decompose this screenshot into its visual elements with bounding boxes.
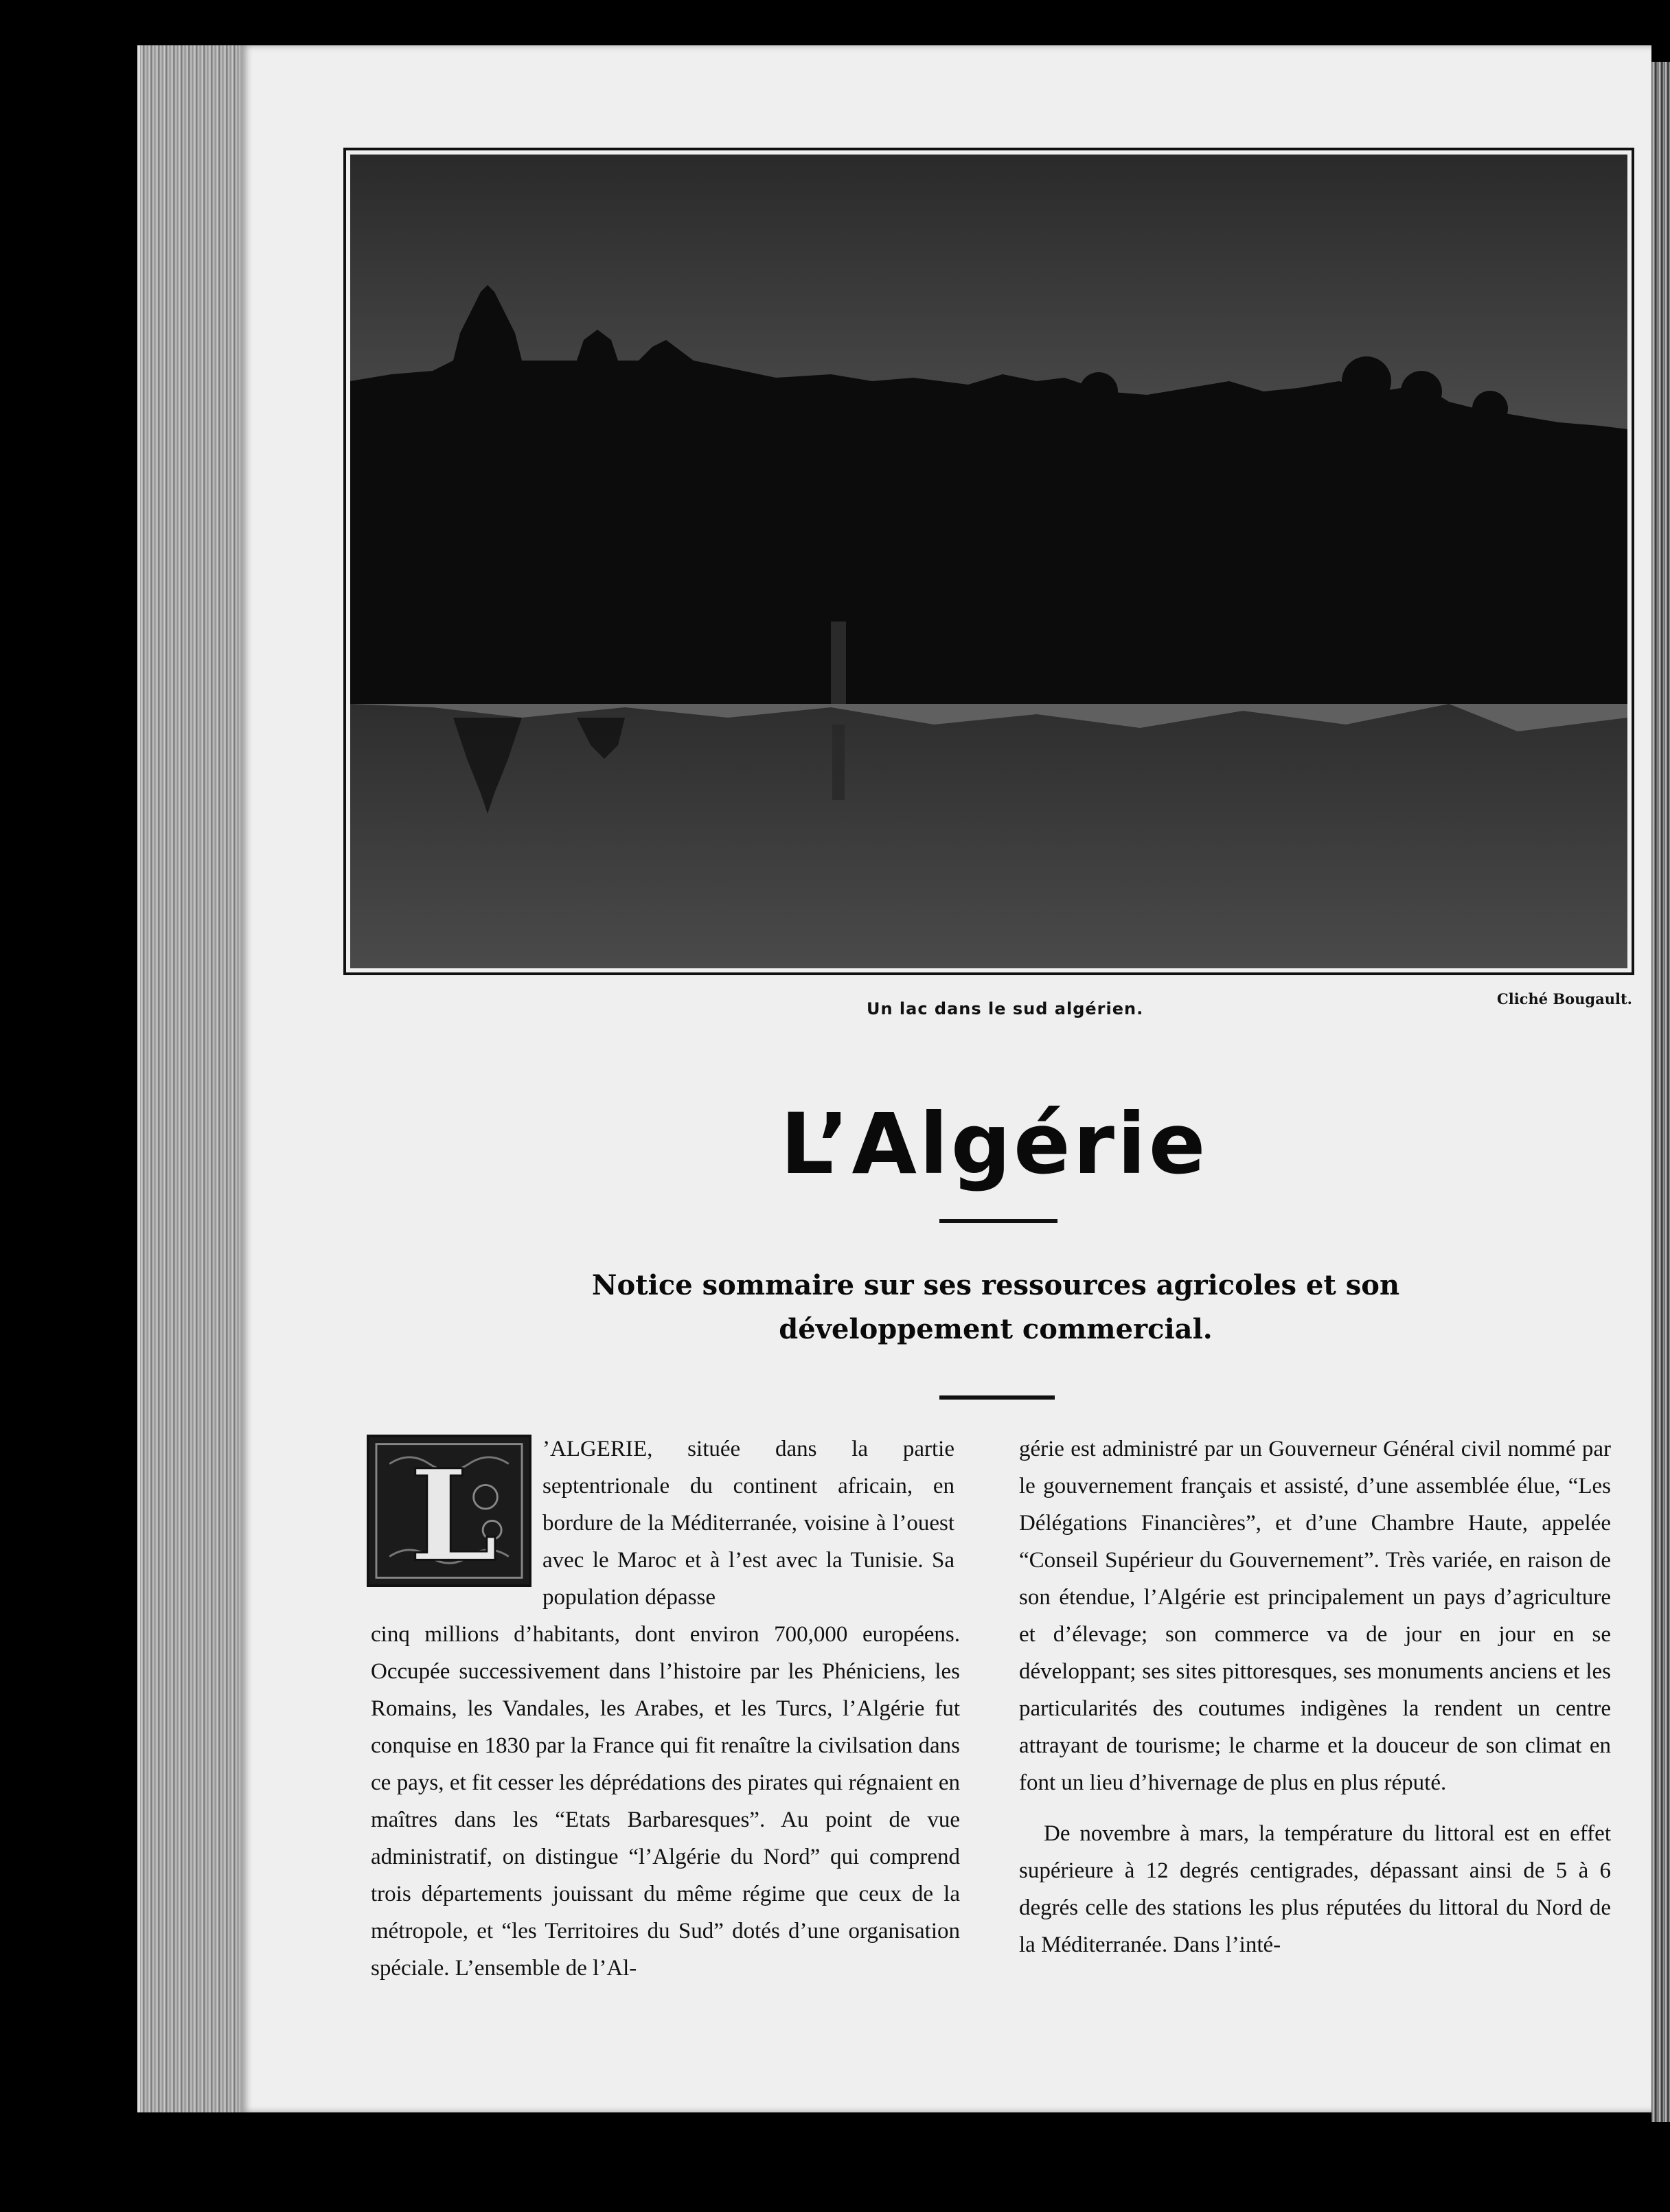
column-1-opening-text: ’ALGERIE, située dans la partie septentrionale du continent africain, en bordure de la Méditerranée, voisine à l’ouest avec le Maroc et à l’est avec la Tunisie. Sa population dépasse xyxy=(542,1437,954,1610)
title-divider xyxy=(939,1219,1057,1223)
column-2 xyxy=(1019,1430,1611,1963)
dropcap-ornament-icon xyxy=(369,1437,529,1584)
dropcap-letter: L xyxy=(409,1442,498,1584)
lake-scene-image xyxy=(350,155,1627,968)
right-page-edge xyxy=(1651,62,1670,2122)
ornamental-dropcap xyxy=(367,1435,531,1587)
column-2-paragraph-2: De novembre à mars, la température du littoral est en effet supérieure à 12 degrés centigrades, dépassant ainsi de 5 à 6 degrés celle des stations les plus réputées du littoral du Nord de la Méditerranée. Dans l’inté- xyxy=(1019,1821,1611,1957)
subtitle-line-1: Notice sommaire sur ses ressources agricoles et son xyxy=(591,1269,1400,1301)
article-title: L’Algérie xyxy=(780,1095,1209,1193)
photo-credit: Cliché Bougault. xyxy=(1497,990,1632,1007)
subtitle-line-2: développement commercial. xyxy=(779,1313,1213,1345)
column-1 xyxy=(371,1616,960,1987)
subtitle-divider xyxy=(939,1395,1055,1400)
page-stack-edge xyxy=(137,45,250,2112)
photo-caption: Un lac dans le sud algérien. xyxy=(867,999,1144,1018)
article-subtitle xyxy=(481,1264,1511,1352)
column-1-opening xyxy=(542,1430,954,1616)
column-1-text: cinq millions d’habitants, dont environ 700,000 européens. Occupée successivement dans l’histoire par les Phéniciens, les Romains, les Vandales, les Arabes, et les Turcs, l’Algérie fut conquise en 1830 par la France qui fit renaître la civilsation dans ce pays, et fit cesser les déprédations des pirates qui régnaient en maîtres dans les “Etats Barbaresques”. Au point de vue administratif, on distingue “l’Algérie du Nord” qui comprend trois départements jouissant du même régime que ceux de la métropole, et “les Territoires du Sud” dotés d’une organisation spéciale. L’ensemble de l’Al- xyxy=(371,1622,960,1981)
lake-photograph xyxy=(343,148,1634,975)
column-2-paragraph-1: gérie est administré par un Gouverneur Général civil nommé par le gouvernement français et assisté, d’une assemblée élue, “Les Délégations Financières”, et d’une Chambre Haute, appelée “Conseil Supérieur du Gouvernement”. Très variée, en raison de son étendue, l’Algérie est principalement un pays d’agriculture et d’élevage; son commerce va de jour en jour en se développant; ses sites pittoresques, ses monuments anciens et les particularités des coutumes indigènes la rendent un centre attrayant de tourisme; le charme et la douceur de son climat en font un lieu d’hivernage de plus en plus réputé. xyxy=(1019,1437,1611,1795)
